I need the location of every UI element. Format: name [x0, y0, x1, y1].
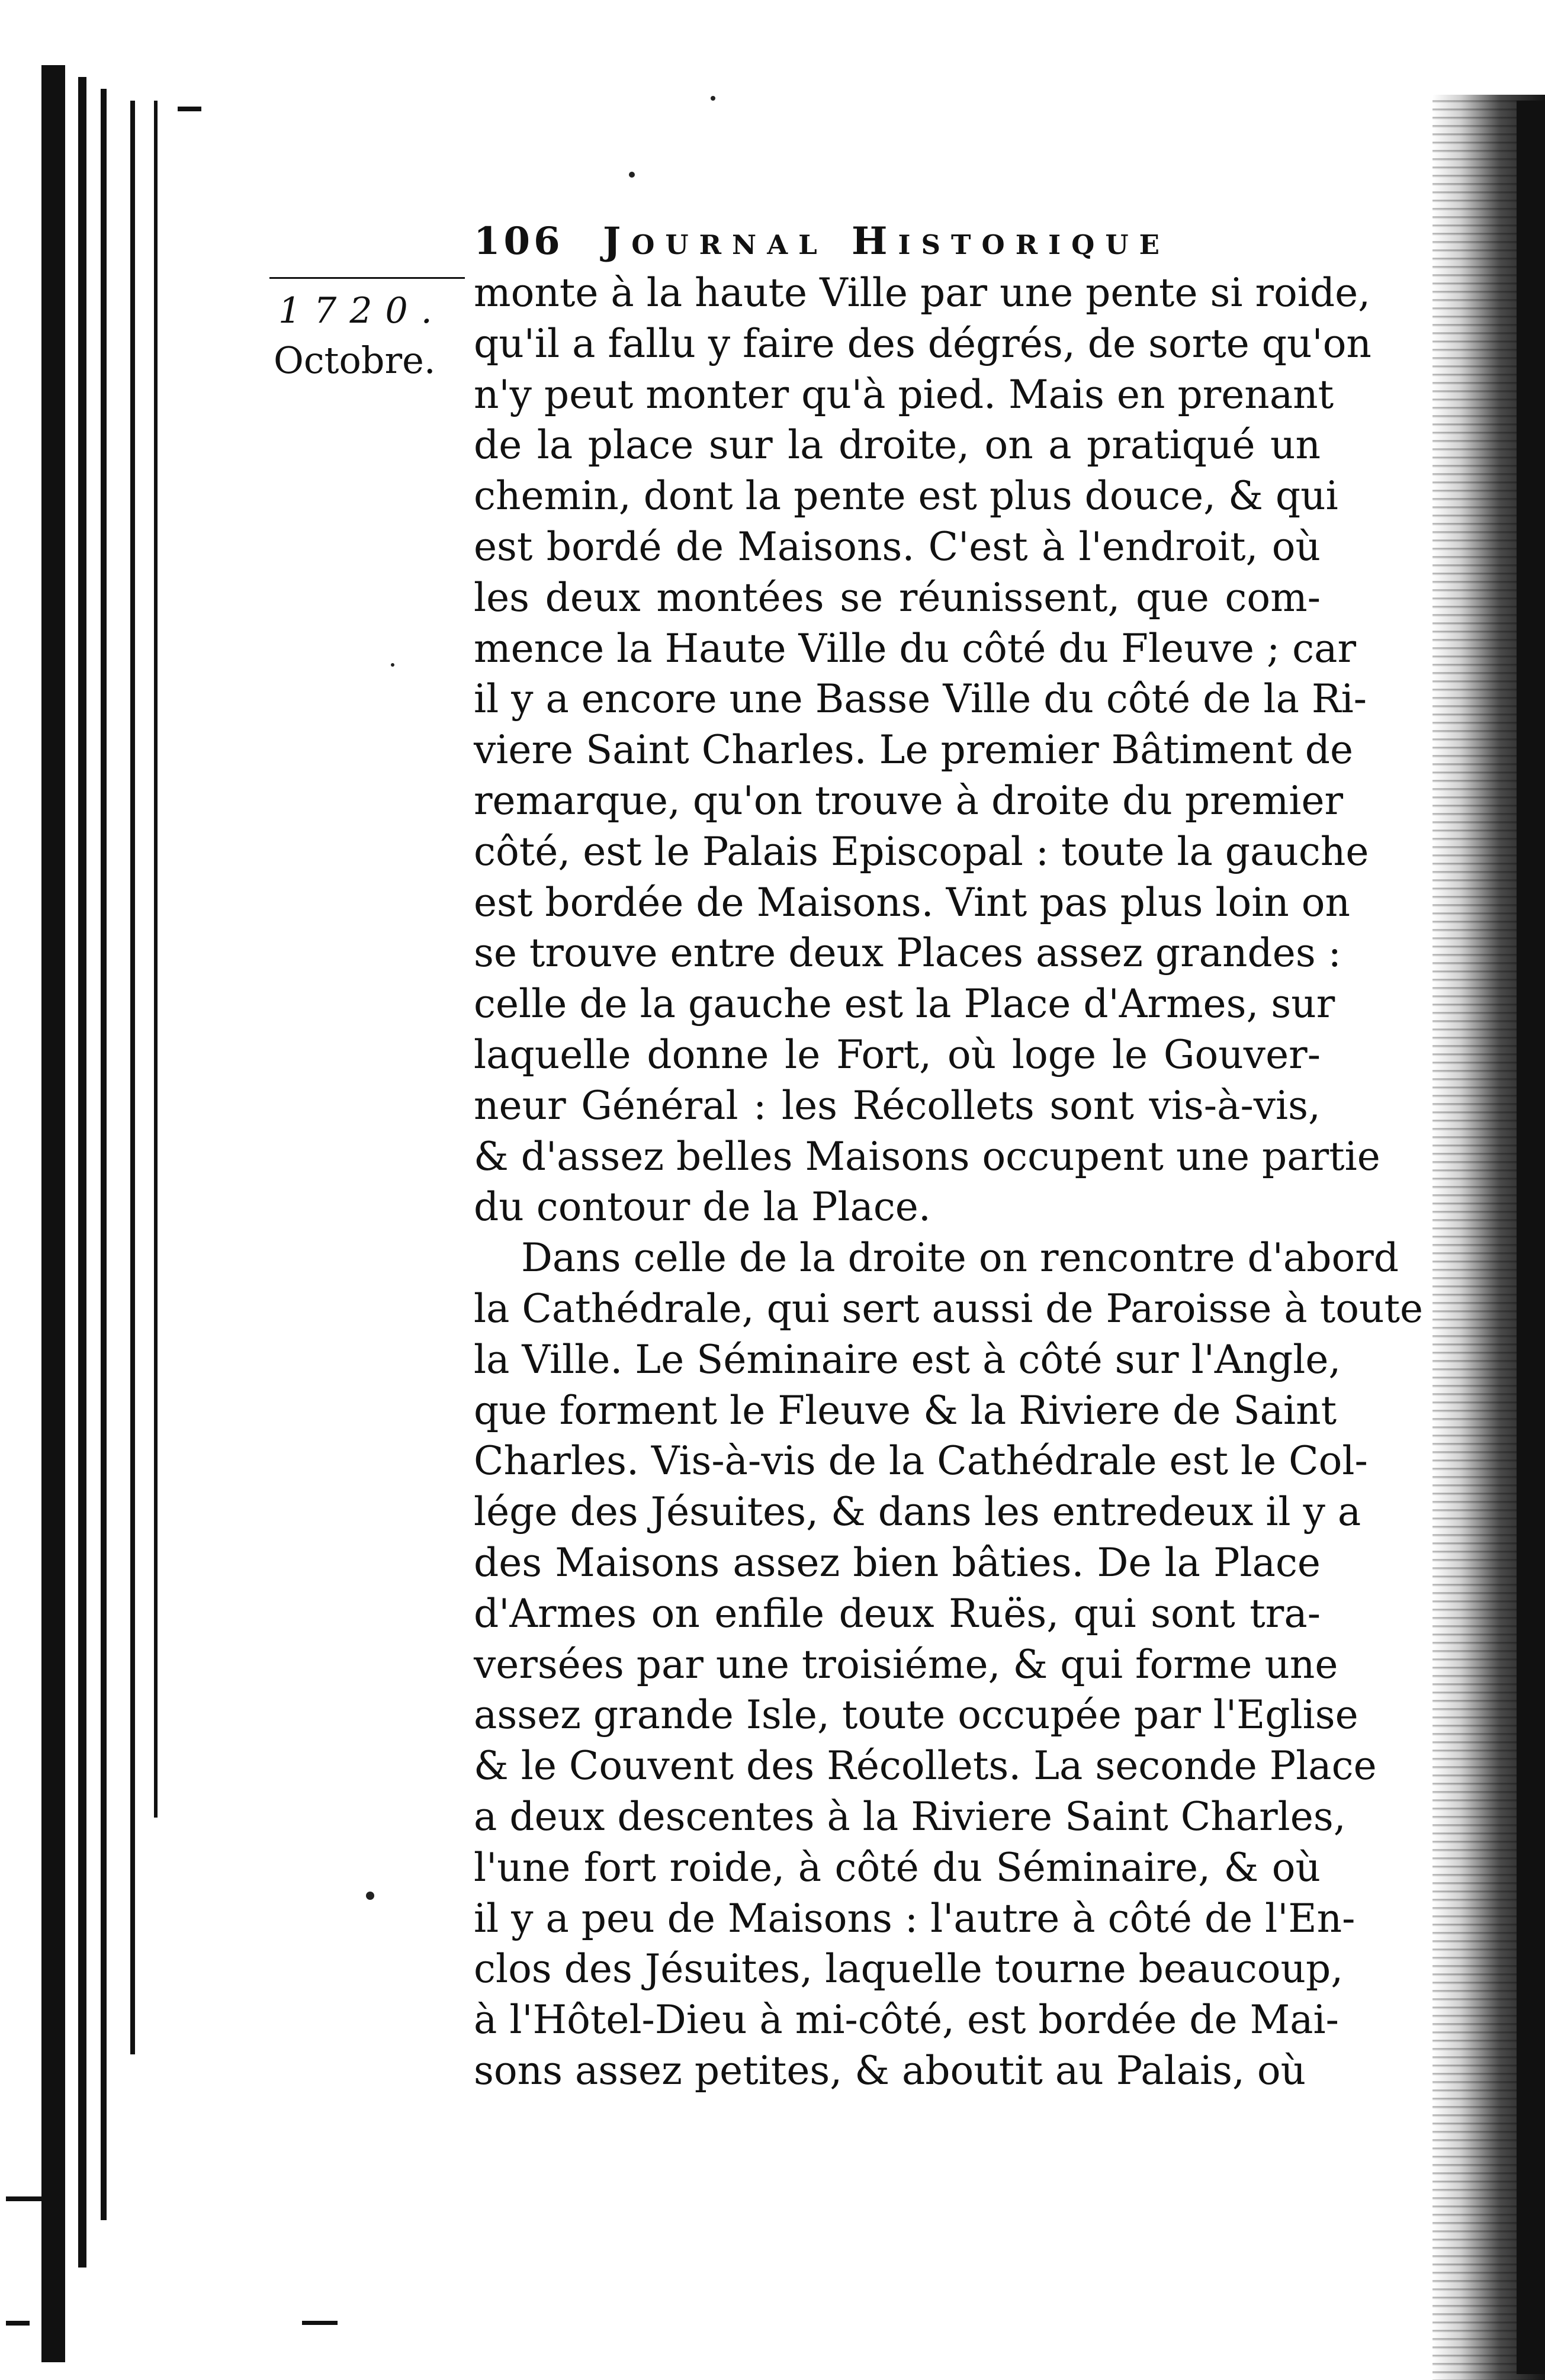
text-line: neur Général : les Récollets sont vis-à-vis, [474, 1082, 1321, 1128]
text-line: qu'il a fallu y faire des dégrés, de sorte qu'on [474, 320, 1371, 366]
ink-speck [391, 663, 394, 667]
text-line: laquelle donne le Fort, où loge le Gouver- [474, 1031, 1321, 1078]
page-header [474, 219, 1244, 263]
text-line: sons assez petites, & aboutit au Palais, où [474, 2047, 1306, 2093]
text-line: assez grande Isle, toute occupée par l'Eglise [474, 1692, 1358, 1738]
running-title: Journal Historique [602, 219, 1170, 263]
text-line: des Maisons assez bien bâties. De la Place [474, 1539, 1321, 1585]
ink-speck [366, 1892, 374, 1900]
text-line: monte à la haute Ville par une pente si roide, [474, 270, 1371, 316]
body-text [474, 268, 1424, 2096]
text-line: se trouve entre deux Places assez grandes : [474, 930, 1341, 976]
text-line: il y a peu de Maisons : l'autre à côté de l'En- [474, 1895, 1356, 1941]
text-line: les deux montées se réunissent, que com- [474, 574, 1321, 620]
text-line: & le Couvent des Récollets. La seconde Place [474, 1743, 1377, 1789]
margin-year: 1720. [278, 290, 445, 332]
margin-month: Octobre. [274, 339, 436, 382]
text-line: la Cathédrale, qui sert aussi de Paroisse à toute [474, 1285, 1424, 1331]
text-line: remarque, qu'on trouve à droite du premier [474, 777, 1344, 824]
left-binding-edge [41, 65, 219, 2362]
ink-speck [711, 96, 715, 101]
ink-speck [629, 172, 635, 178]
page-number: 106 [474, 219, 564, 263]
text-line: est bordée de Maisons. Vint pas plus loin on [474, 879, 1351, 925]
margin-rule [269, 277, 465, 279]
text-line: chemin, dont la pente est plus douce, & qui [474, 473, 1338, 519]
text-line: de la place sur la droite, on a pratiqué un [474, 422, 1321, 468]
text-line: n'y peut monter qu'à pied. Mais en prenant [474, 371, 1334, 417]
text-line: du contour de la Place. [474, 1184, 931, 1230]
text-line: à l'Hôtel-Dieu à mi-côté, est bordée de Mai- [474, 1997, 1339, 2043]
text-line: est bordé de Maisons. C'est à l'endroit, où [474, 523, 1321, 570]
text-line: & d'assez belles Maisons occupent une partie [474, 1133, 1380, 1179]
text-line: clos des Jésuites, laquelle tourne beaucoup, [474, 1946, 1344, 1992]
text-line: Charles. Vis-à-vis de la Cathédrale est le Col- [474, 1438, 1368, 1484]
text-line: lége des Jésuites, & dans les entredeux il y a [474, 1489, 1361, 1535]
right-page-edge [1517, 101, 1545, 2374]
text-line: viere Saint Charles. Le premier Bâtiment de [474, 727, 1354, 773]
text-line: celle de la gauche est la Place d'Armes, sur [474, 981, 1335, 1027]
text-line: Dans celle de la droite on rencontre d'abord [521, 1235, 1399, 1281]
text-line: d'Armes on enfile deux Ruës, qui sont tra- [474, 1590, 1321, 1636]
text-line: l'une fort roide, à côté du Séminaire, & où [474, 1844, 1321, 1890]
text-line: il y a encore une Basse Ville du côté de la Ri- [474, 676, 1367, 722]
text-line: la Ville. Le Séminaire est à côté sur l'Angle, [474, 1336, 1341, 1382]
text-line: mence la Haute Ville du côté du Fleuve ; car [474, 625, 1357, 671]
text-line: que forment le Fleuve & la Riviere de Saint [474, 1387, 1337, 1433]
text-line: versées par une troisiéme, & qui forme une [474, 1641, 1338, 1687]
text-line: côté, est le Palais Episcopal : toute la gauche [474, 828, 1369, 874]
text-line: a deux descentes à la Riviere Saint Charles, [474, 1793, 1346, 1839]
